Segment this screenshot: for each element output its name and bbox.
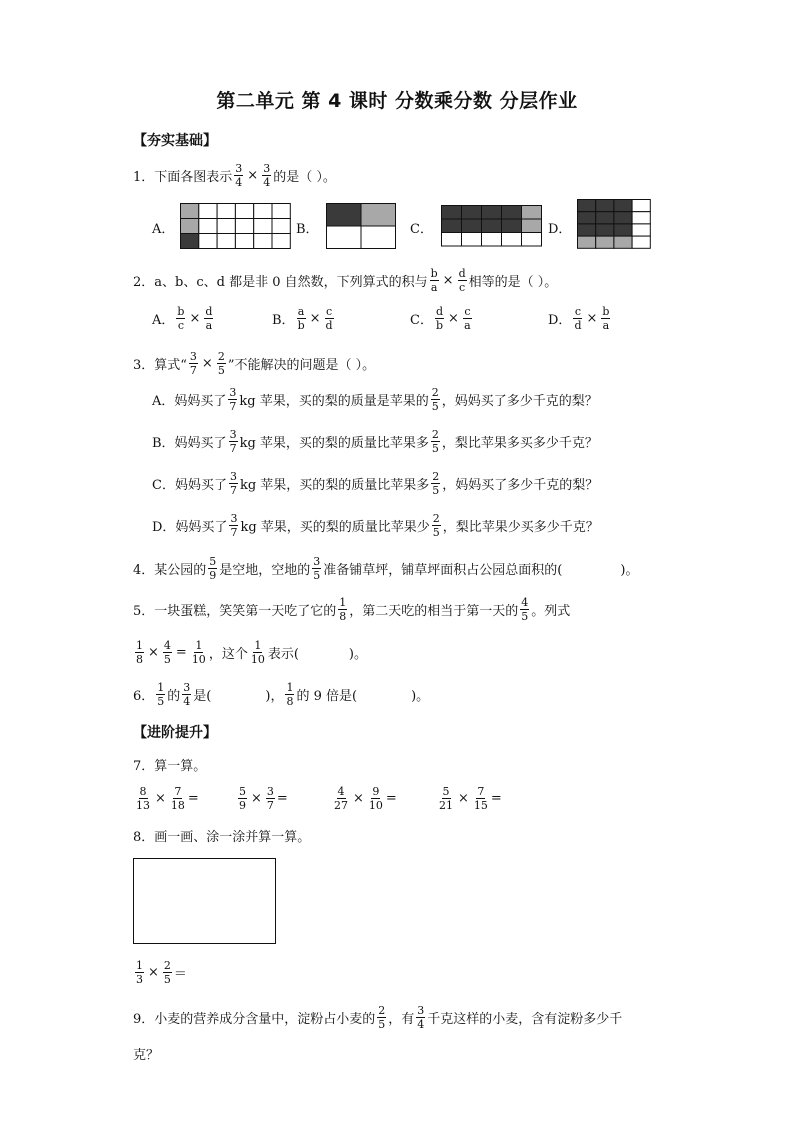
grid-cell (632, 212, 650, 224)
grid-cell (596, 200, 614, 212)
grid-cell (596, 212, 614, 224)
q1-option-a-label: A． (152, 222, 175, 237)
q1-option-b-label: B． (296, 222, 319, 237)
grid-cell (327, 226, 362, 249)
grid-cell (502, 206, 522, 220)
grid-cell (442, 206, 462, 220)
grid-cell (199, 219, 217, 234)
grid-cell (632, 236, 650, 248)
grid-cell (361, 226, 396, 249)
grid-cell (578, 212, 596, 224)
grid-cell (614, 236, 632, 248)
q2-option-d: D． $\frac{c}{d}$ × $\frac{b}{a}$ (548, 305, 610, 332)
q1-figure-d (577, 199, 651, 249)
q7-item-1: $\frac{8}{13}$ × $\frac{7}{18}$ = (136, 785, 199, 812)
grid-cell (272, 204, 290, 219)
grid-cell (482, 219, 502, 233)
grid-cell (462, 219, 482, 233)
grid-cell (181, 219, 199, 234)
grid-cell (578, 236, 596, 248)
grid-cell (217, 219, 235, 234)
q1-option-d-label: D． (548, 222, 572, 237)
question-5: 5．一块蛋糕，笑笑第一天吃了它的 $\frac{1}{8}$ ，第二天吃的相当于第一天的 $\frac{4}{5}$ 。列式 (133, 596, 571, 623)
fraction: $\frac{b}{a}$ (430, 267, 438, 294)
fraction: $\frac{d}{c}$ (458, 267, 466, 294)
q8-expression: $\frac{1}{3}$ × $\frac{2}{5}$ ＝ (136, 959, 187, 986)
grid-cell (361, 204, 396, 227)
grid-cell (596, 236, 614, 248)
question-4: 4．某公园的 $\frac{5}{9}$ 是空地，空地的 $\frac{3}{5}$ 准备铺草坪，铺草坪面积占公园总面积的( )。 (133, 555, 639, 582)
grid-cell (578, 200, 596, 212)
q3-option-a: A．妈妈买了 $\frac{3}{7}$ kg 苹果，买的梨的质量是苹果的 $\frac{2}{5}$ ，妈妈买了多少千克的梨？ (152, 386, 598, 413)
grid-cell (181, 204, 199, 219)
question-7: 7．算一算。 (133, 759, 207, 774)
question-3: 3．算式“ $\frac{3}{7}$ × $\frac{2}{5}$ ”不能解决的问题是（ ）。 (133, 350, 376, 377)
question-9-line-2: 克？ (133, 1048, 160, 1063)
section-basic: 【夯实基础】 (133, 133, 217, 149)
grid-cell (462, 233, 482, 247)
q7-item-2: $\frac{5}{9}$ × $\frac{3}{7}$ = (239, 785, 288, 812)
q2-option-c: C． $\frac{d}{b}$ × $\frac{c}{a}$ (410, 305, 471, 332)
grid-cell (632, 200, 650, 212)
question-8: 8．画一画、涂一涂并算一算。 (133, 830, 311, 845)
grid-cell (235, 219, 253, 234)
grid-cell (462, 206, 482, 220)
grid-cell (596, 224, 614, 236)
question-9: 9．小麦的营养成分含量中，淀粉占小麦的 $\frac{2}{5}$ ，有 $\frac{3}{4}$ 千克这样的小麦，含有淀粉多少千 (133, 1004, 623, 1031)
grid-cell (327, 204, 362, 227)
grid-cell (254, 219, 272, 234)
q7-item-3: $\frac{4}{27}$ × $\frac{9}{10}$ = (334, 785, 397, 812)
grid-cell (614, 212, 632, 224)
grid-cell (254, 204, 272, 219)
grid-cell (502, 233, 522, 247)
q3-option-c: C．妈妈买了 $\frac{3}{7}$ kg 苹果，买的梨的质量比苹果多 $\frac{2}{5}$ ，妈妈买了多少千克的梨？ (152, 470, 599, 497)
page-title: 第二单元 第 4 课时 分数乘分数 分层作业 (216, 90, 578, 112)
drawing-box[interactable] (133, 858, 276, 944)
q1-figure-b (326, 203, 396, 249)
grid-cell (181, 234, 199, 249)
grid-cell (199, 234, 217, 249)
grid-cell (522, 219, 542, 233)
section-advanced: 【进阶提升】 (133, 725, 217, 741)
q2-option-b: B． $\frac{a}{b}$ × $\frac{c}{d}$ (272, 305, 333, 332)
q2-option-a: A． $\frac{b}{c}$ × $\frac{d}{a}$ (152, 305, 213, 332)
question-2: 2．a、b、c、d 都是非 0 自然数，下列算式的积与 $\frac{b}{a}$ × $\frac{d}{c}$ 相等的是（ ）。 (133, 267, 558, 294)
q1-figure-a (180, 203, 291, 249)
grid-cell (217, 204, 235, 219)
fraction: $\frac{3}{4}$ (235, 162, 243, 189)
grid-cell (632, 224, 650, 236)
grid-cell (272, 219, 290, 234)
grid-cell (442, 233, 462, 247)
grid-cell (614, 200, 632, 212)
grid-cell (482, 233, 502, 247)
q7-item-4: $\frac{5}{21}$ × $\frac{7}{15}$ = (439, 785, 502, 812)
question-6: 6． $\frac{1}{5}$ 的 $\frac{3}{4}$ 是( )， $\frac{1}{8}$ 的 9 倍是( )。 (133, 681, 430, 708)
grid-cell (254, 234, 272, 249)
q1-option-c-label: C． (410, 222, 433, 237)
grid-cell (199, 204, 217, 219)
question-1: 1．下面各图表示 $\frac{3}{4}$ × $\frac{3}{4}$ 的是（ ）。 (133, 162, 336, 189)
grid-cell (482, 206, 502, 220)
grid-cell (522, 233, 542, 247)
q3-option-d: D．妈妈买了 $\frac{3}{7}$ kg 苹果，买的梨的质量比苹果少 $\frac{2}{5}$ ，梨比苹果少买多少千克？ (152, 512, 599, 539)
grid-cell (522, 206, 542, 220)
grid-cell (578, 224, 596, 236)
grid-cell (235, 234, 253, 249)
fraction: $\frac{3}{4}$ (263, 162, 271, 189)
grid-cell (614, 224, 632, 236)
grid-cell (272, 234, 290, 249)
grid-cell (217, 234, 235, 249)
question-5-line-2: $\frac{1}{8}$ × $\frac{4}{5}$ = $\frac{1}{10}$ ，这个 $\frac{1}{10}$ 表示( )。 (136, 639, 367, 666)
q1-figure-c (441, 205, 542, 247)
grid-cell (442, 219, 462, 233)
grid-cell (502, 219, 522, 233)
grid-cell (235, 204, 253, 219)
q3-option-b: B．妈妈买了 $\frac{3}{7}$ kg 苹果，买的梨的质量比苹果多 $\frac{2}{5}$ ，梨比苹果多买多少千克？ (152, 428, 598, 455)
